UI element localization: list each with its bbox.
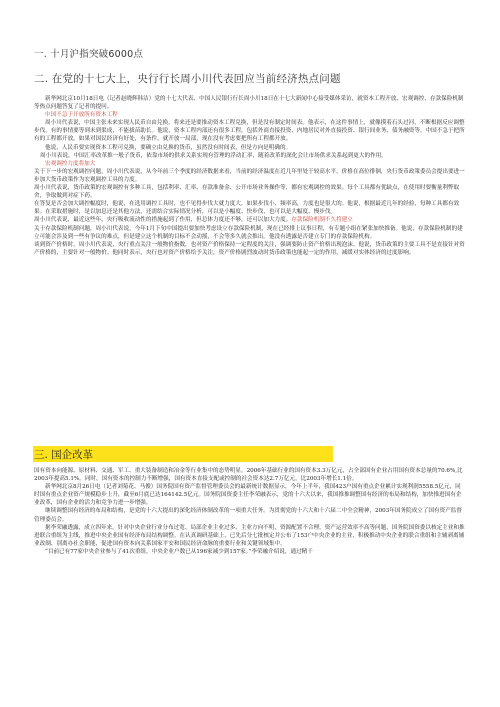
paragraph: 据李荣融透露，成立四年来，针对中央企业行业分布过宽、局部企业主业过多、主业方向不明，资源配置不合理，资产运营效率不高等问题，国务院国资委以核定主业和推进联合重组为主线，推进中央企业国有经济布局结构调整。在认真调研基础上，已先后分七批核定并公布了153户中央企业的主业，积极推动中央企业的联合重组和主辅剥离辅业改制、别离办社会职能，促进国有资本向关系国家平安和国民经济命脉的重要行业和关键领域集中。 [34, 524, 465, 547]
paragraph: 在答复是否会加大调控幅度时，他说，在选用调控工具时，也不见得步伐大就力度大，如果步伐小、频率高，力度也是很大的。他说，根据最近几年的经验，每种工具都有效果。在采取措施时，是以加息还是其他方法，还需结合实际情况分析，可以是小幅度、快步伐，也可以是大幅度、慢步伐。 [34, 201, 460, 216]
paragraph: 谈到资产价格时，周小川代表说，央行重点关注一般物价指数，也对资产价格保持一定程度的关注，强调要防止资产价格出现泡沫。他说，货币政策的主要工具不是直接针对资产价格的，主要针对一般物价。他同时表示，央行也对资产价格给予关注，资产价格剧烈波动时货币政策也能起一定的作用，减缓对实体经济的过度影响。 [34, 241, 465, 256]
section-2-body [34, 95, 466, 257]
subheading: 宏观调控力度将加大 [45, 160, 96, 167]
paragraph: 周小川代表说，中国主张未来实现人民币自由兑换，将来还是要推动资本工程兑换，但是没有制定时间表。他表示，在这件事情上，就像摸着石头过河，不断根据反应调整步伐。有的事情要等到未到渠成，不能拔苗助长。他说，资本工程内部还有很多工程，包括外商直接投资、内地居民对外直接投资、银行间业务、债务融资等。中国不急于把所有的工程都开放，如果对国民经济有好处，有条件，就开放一局部，现在没有考虑要把所有工程都开放。 [34, 120, 465, 143]
paragraph: 他说，人民币要实现资本工程可兑换，要确立由兑换的货币，虽然没有时间表，但是方向是明确的。 [45, 144, 292, 151]
heading-section-3: 三. 国企改革 [34, 449, 94, 461]
subheading-inline: 存款保险机制不久将建立 [291, 217, 353, 224]
paragraph: 关于存款保险机制问题，周小川代表说，今年1月下旬中国提出要加快考虑设立存款保险机制，现在已经排上议事日程，有专题小组在紧张加快推备。他说，存款保险机制的建立可能会涉及到一些有争议的难点，但是建立这个机制的目标不会动摇，不会等多久就会推出。他没有透露是否建立专门的存款保险机构。 [34, 225, 463, 240]
section-3-body [34, 467, 466, 556]
subheading: 中国不急于开放所有资本工程 [45, 112, 118, 119]
paragraph: 新华网北京10月18日电（记者赵晓辉韩洁）党的十七大代表、中国人民银行行长周小川18日在十七大新闻中心接受媒体采访，就资本工程开放、宏观调控、存款保险机制等热点问题答复了记者的提问。 [34, 96, 464, 111]
paragraph: 国有资本向能源、原材料、交通、军工、重大装备制造和冶金等行业集中的态势明显。2006年基础行业的国有资本3.3万亿元，占全部国有企业占用国有资本总量的70.6%,比2003年提高5.1%。同时，国有资本的控制力不断增强，国有资本直接支配或控制的社会资本达2.7万亿元，比2003年增长1.1倍。 [34, 468, 463, 483]
paragraph [34, 216, 466, 224]
heading-section-1: 一. 十月沪指突破6000点 [34, 49, 144, 60]
paragraph: 周小川代表说，货币政策的宏观调控有多种工具，包括利率、汇率、存款准备金、公开市场业务操作等，都有宏观调控的效果。每个工具都有优缺点，在使用时要衡量利弊取舍，争取做到对症下药。 [34, 185, 460, 200]
paragraph: 关于下一步的宏观调控问题，周小川代表说，从今年前三个季度的经济数据来看，当前的经济温度在近几年里处于较高水平，价格在高位徘徊，央行货币政策委员会提出要进一步加大货币政策作为宏观调控工具的力度。 [34, 168, 465, 183]
paragraph: 继续调整国有经济的布局和结构，是党的十六大提出的深化经济体制改革的一项重大任务。为贯彻党的十六大和十六届二中全会精神，2003年国务院成立了国有资产监督管理委员会。 [34, 508, 462, 523]
paragraph: “目前已有77家中央企业参与了41次重组，中央企业户数已从196家减少到157家。”李荣融介绍说，通过精干 [45, 548, 313, 555]
paragraph-text: 周小川代表说，最近这些年，央行吸收流动性的措施起到了作用，但总体力度还不够，还可以加大力度。 [34, 217, 292, 224]
heading-section-2: 二. 在党的十七大上，央行行长周小川代表回应当前经济热点问题 [34, 73, 341, 85]
paragraph: 新华网北京8月26日电（记者刘菊花、马俊）国务院国有资产监督管理委员会的最新统计数据显示，今年上半年，我国423户国有重点企业累计实现利润5558.5亿元，同时国有重点企业资产规模稳步上升，截至6月底已达164142.5亿元。国务院国资委主任李荣融表示，党的十六大以来，我国推推调整国有经济的布局和结构，加快推进国有企业改革，国有企业的活力和竞争力进一步增强。 [34, 484, 462, 507]
paragraph: 周小川表说，中国汇率改革推一般子货币，依靠市场的供求关系实现有管理的浮动汇率，随着改革的深化会让市场供求关系起到更大的作用。 [40, 152, 387, 159]
